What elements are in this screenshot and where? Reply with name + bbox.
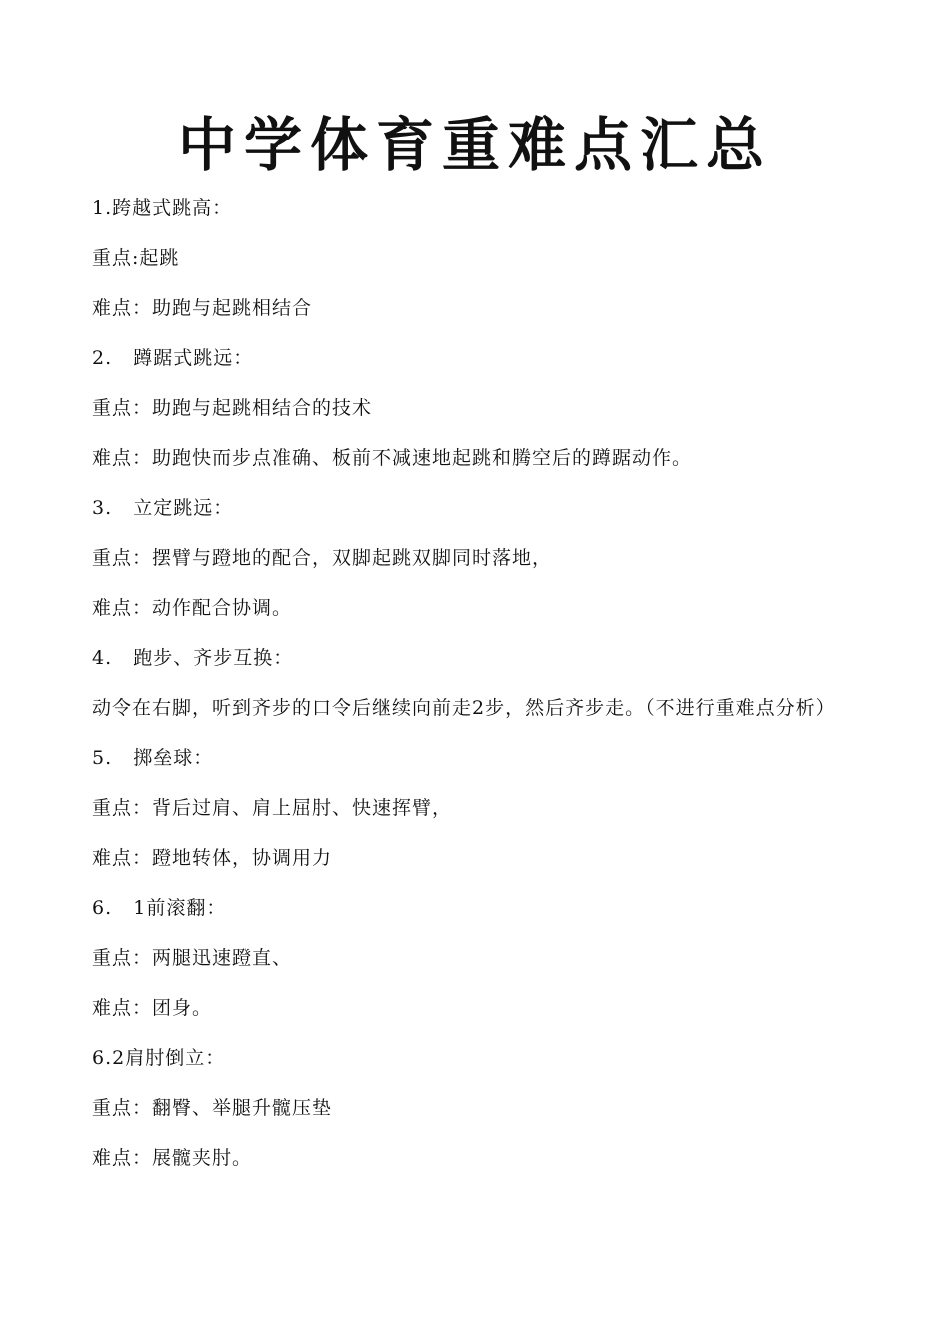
difficulty-text: 难点：助跑与起跳相结合 [92, 297, 313, 319]
key-point-text: 重点：翻臀、举腿升髋压垫 [92, 1097, 333, 1119]
section-heading: 2. 蹲踞式跳远： [92, 347, 254, 369]
document-body [92, 183, 862, 1183]
key-point-text: 重点：背后过肩、肩上屈肘、快速挥臂， [92, 797, 453, 819]
section-heading: 3. 立定跳远： [92, 497, 234, 519]
page-title: 中学体育重难点汇总 [177, 111, 772, 179]
difficulty-text: 难点：动作配合协调。 [92, 597, 293, 619]
section-heading: 6. 1前滚翻： [92, 897, 227, 919]
key-point-text: 重点：两腿迅速蹬直、 [92, 947, 293, 969]
difficulty-text: 难点：蹬地转体，协调用力 [92, 847, 333, 869]
difficulty-text: 难点：展髋夹肘。 [92, 1147, 253, 1169]
section-heading: 6.2肩肘倒立： [92, 1047, 226, 1069]
key-point-text: 重点：助跑与起跳相结合的技术 [92, 397, 373, 419]
body-paragraph: 动令在右脚，听到齐步的口令后继续向前走2步，然后齐步走。（不进行重难点分析） [92, 697, 836, 719]
difficulty-text: 难点：助跑快而步点准确、板前不减速地起跳和腾空后的蹲踞动作。 [92, 447, 693, 469]
section-heading: 1.跨越式跳高： [92, 197, 233, 219]
key-point-text: 重点:起跳 [92, 247, 180, 269]
difficulty-text: 难点：团身。 [92, 997, 213, 1019]
section-heading: 4. 跑步、齐步互换： [92, 647, 294, 669]
section-heading: 5. 掷垒球： [92, 747, 214, 769]
key-point-text: 重点：摆臂与蹬地的配合，双脚起跳双脚同时落地， [92, 547, 553, 569]
